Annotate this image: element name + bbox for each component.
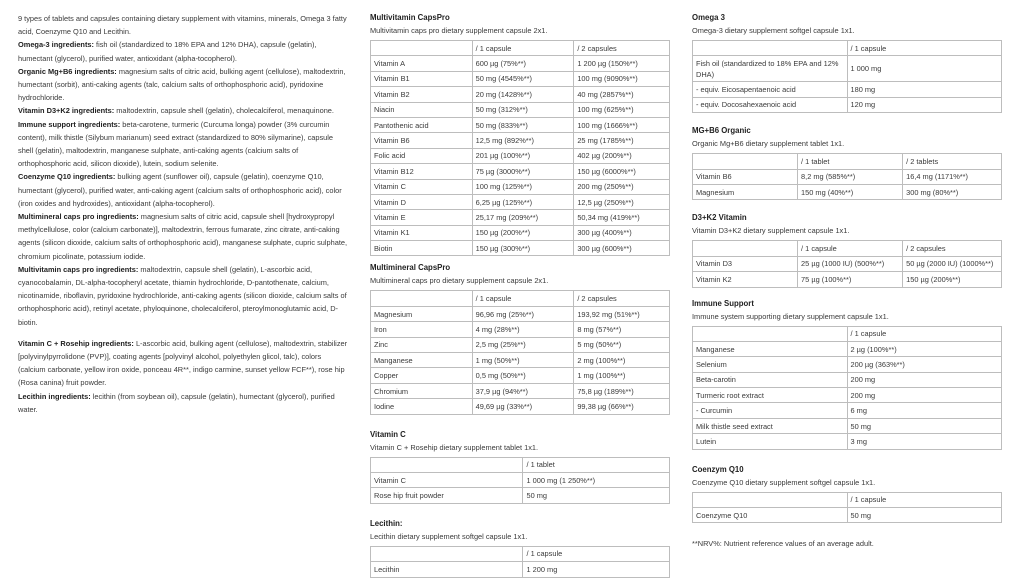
nutrient-value-cell: 25 mg (1785%**) xyxy=(574,133,670,148)
lecithin-title: Lecithin: xyxy=(370,518,403,528)
vitaminc-table xyxy=(370,457,670,504)
table-header-cell xyxy=(693,241,798,256)
nutrient-value-cell: 50 mg (4545%**) xyxy=(472,71,574,86)
nutrient-name-cell: Manganese xyxy=(693,341,848,356)
nutrient-value-cell: 200 mg xyxy=(847,388,1002,403)
nutrient-value-cell: 1 000 mg xyxy=(847,56,1002,82)
mgb6-subtitle: Organic Mg+B6 dietary supplement tablet 1x1. xyxy=(692,139,845,149)
nutrient-value-cell: 200 mg xyxy=(847,372,1002,387)
table-header-row xyxy=(371,457,670,472)
q10-title: Coenzym Q10 xyxy=(692,464,744,474)
q10-table xyxy=(692,492,1002,524)
table-header-cell: / 1 tablet xyxy=(523,457,670,472)
multivitamin-title: Multivitamin CapsPro xyxy=(370,13,450,22)
nutrient-value-cell: 4 mg (28%**) xyxy=(472,322,574,337)
nutrient-name-cell: Vitamin C xyxy=(371,179,473,194)
table-header-row xyxy=(693,154,1002,169)
nutrient-name-cell: - equiv. Eicosapentaenoic acid xyxy=(693,82,848,97)
nutrient-name-cell: Niacin xyxy=(371,102,473,117)
nutrient-value-cell: 193,92 mg (51%**) xyxy=(574,306,670,321)
table-row xyxy=(371,472,670,487)
nutrient-name-cell: Vitamin B2 xyxy=(371,87,473,102)
table-row xyxy=(693,372,1002,387)
table-header-row xyxy=(693,41,1002,56)
nutrient-name-cell: Folic acid xyxy=(371,148,473,163)
nutrient-value-cell: 50 mg xyxy=(847,508,1002,523)
multimineral-section xyxy=(370,262,670,414)
table-row xyxy=(371,87,670,102)
nutrient-value-cell: 5 mg (50%**) xyxy=(574,337,670,352)
nutrient-name-cell: Manganese xyxy=(371,353,473,368)
immune-table xyxy=(692,326,1002,450)
nutrient-value-cell: 20 mg (1428%**) xyxy=(472,87,574,102)
nutrient-name-cell: Vitamin K2 xyxy=(693,272,798,287)
nrv-footnote: **NRV%: Nutrient reference values of an average adult. xyxy=(692,539,874,549)
nutrient-value-cell: 150 µg (200%**) xyxy=(903,272,1002,287)
mgb6-ingredients: Organic Mg+B6 ingredients: magnesium salts of citric acid, bulking agent (cellulose), maltodextrin, humectant (sorbit), anti-caking agents (talc, calcium salts of orthophosphoric acid), pyridoxine hydrochloride. xyxy=(18,66,346,103)
table-row xyxy=(371,194,670,209)
table-row xyxy=(693,82,1002,97)
d3k2-table xyxy=(692,240,1002,287)
table-header-cell xyxy=(371,546,523,561)
d3k2-section xyxy=(692,212,1002,287)
omega3-section xyxy=(692,12,1002,113)
omega3-subtitle: Omega-3 dietary supplement softgel capsule 1x1. xyxy=(692,26,855,35)
nutrient-name-cell: Vitamin E xyxy=(371,210,473,225)
nutrient-value-cell: 200 mg (250%**) xyxy=(574,179,670,194)
mgb6-section xyxy=(692,125,1002,200)
table-row xyxy=(371,164,670,179)
nutrient-value-cell: 99,38 µg (66%**) xyxy=(574,399,670,414)
nutrient-value-cell: 49,69 µg (33%**) xyxy=(472,399,574,414)
table-row xyxy=(371,322,670,337)
mgb6-title: MG+B6 Organic xyxy=(692,126,751,136)
nutrient-value-cell: 150 µg (200%**) xyxy=(472,225,574,240)
table-row xyxy=(693,403,1002,418)
mgb6-table xyxy=(692,153,1002,200)
nutrient-name-cell: Vitamin B6 xyxy=(371,133,473,148)
nutrient-value-cell: 6 mg xyxy=(847,403,1002,418)
nutrient-value-cell: 0,5 mg (50%**) xyxy=(472,368,574,383)
nutrient-value-cell: 50 mg xyxy=(523,488,670,503)
nutrient-value-cell: 12,5 µg (250%**) xyxy=(574,194,670,209)
nutrient-name-cell: Iodine xyxy=(371,399,473,414)
table-header-cell: / 1 capsule xyxy=(523,546,670,561)
nutrient-value-cell: 8 mg (57%**) xyxy=(574,322,670,337)
nutrient-name-cell: Milk thistle seed extract xyxy=(693,418,848,433)
multimineral-table xyxy=(370,290,670,414)
table-header-cell: / 1 capsule xyxy=(472,291,574,306)
nutrient-name-cell: Vitamin D3 xyxy=(693,256,798,271)
nutrient-value-cell: 25 µg (1000 IU) (500%**) xyxy=(798,256,903,271)
nutrient-value-cell: 75 µg (3000%**) xyxy=(472,164,574,179)
table-row xyxy=(371,179,670,194)
table-header-cell xyxy=(371,291,473,306)
nutrient-name-cell: Biotin xyxy=(371,241,473,256)
nutrient-value-cell: 40 mg (2857%**) xyxy=(574,87,670,102)
nutrient-name-cell: Pantothenic acid xyxy=(371,117,473,132)
nutrient-value-cell: 1 000 mg (1 250%**) xyxy=(523,472,670,487)
nutrient-value-cell: 1 200 mg xyxy=(523,562,670,577)
nutrient-value-cell: 50 mg (312%**) xyxy=(472,102,574,117)
nutrient-value-cell: 50 mg xyxy=(847,418,1002,433)
nutrient-name-cell: Vitamin A xyxy=(371,56,473,71)
nutrient-name-cell: Rose hip fruit powder xyxy=(371,488,523,503)
lecithin-section xyxy=(370,518,670,578)
table-row xyxy=(371,71,670,86)
table-header-cell: / 1 capsule xyxy=(847,326,1002,341)
table-row xyxy=(371,488,670,503)
table-row xyxy=(371,117,670,132)
table-row xyxy=(371,353,670,368)
nutrient-value-cell: 120 mg xyxy=(847,97,1002,112)
nutrient-value-cell: 100 mg (1666%**) xyxy=(574,117,670,132)
table-header-cell: / 2 capsules xyxy=(903,241,1002,256)
table-row xyxy=(693,56,1002,82)
nutrient-name-cell: - equiv. Docosahexaenoic acid xyxy=(693,97,848,112)
table-row xyxy=(371,225,670,240)
table-header-cell: / 1 capsule xyxy=(847,492,1002,507)
nutrient-name-cell: Vitamin B6 xyxy=(693,169,798,184)
lecithin-ingredients: Lecithin ingredients: lecithin (from soybean oil), capsule (gelatin), humectant (glycerol), purified water. xyxy=(18,391,335,414)
multivitamin-section xyxy=(370,12,670,256)
table-row xyxy=(371,133,670,148)
lecithin-table xyxy=(370,546,670,578)
nutrient-value-cell: 100 mg (625%**) xyxy=(574,102,670,117)
multivitamin-ingredients: Multivitamin caps pro ingredients: maltodextrin, capsule shell (gelatin), L-ascorbic acid, cyanocobalamin, DL-alpha-tocopheryl acetate, thiamin hydrochloride, D-pantothenate, calcium, nicotinamide, riboflavin, pyridoxine hydrochloride, anti-caking agents (silicon dioxide, calcium salts of orthophosphoric acid), retinyl acetate, phyloquinone, cholecalciferol, pteroylmonoglutamic acid, D-biotin. xyxy=(18,264,347,327)
nutrient-name-cell: Zinc xyxy=(371,337,473,352)
nutrient-value-cell: 200 µg (363%**) xyxy=(847,357,1002,372)
nutrient-name-cell: Fish oil (standardized to 18% EPA and 12% DHA) xyxy=(693,56,848,82)
nutrient-value-cell: 50,34 mg (419%**) xyxy=(574,210,670,225)
tables-column-middle xyxy=(370,12,670,578)
table-header-cell: / 1 tablet xyxy=(798,154,903,169)
nutrient-name-cell: Coenzyme Q10 xyxy=(693,508,848,523)
table-row xyxy=(693,97,1002,112)
table-row xyxy=(371,148,670,163)
nutrient-name-cell: Chromium xyxy=(371,383,473,398)
nutrient-value-cell: 150 µg (300%**) xyxy=(472,241,574,256)
nutrient-value-cell: 16,4 mg (1171%**) xyxy=(903,169,1002,184)
nutrient-name-cell: Beta-carotin xyxy=(693,372,848,387)
nutrient-value-cell: 75 µg (100%**) xyxy=(798,272,903,287)
table-header-cell: / 2 tablets xyxy=(903,154,1002,169)
table-header-row xyxy=(371,41,670,56)
immune-subtitle: Immune system supporting dietary supplement capsule 1x1. xyxy=(692,311,889,321)
omega3-title: Omega 3 xyxy=(692,13,725,22)
table-header-row xyxy=(371,546,670,561)
nutrient-value-cell: 300 µg (400%**) xyxy=(574,225,670,240)
nutrient-value-cell: 37,9 µg (94%**) xyxy=(472,383,574,398)
ingredients-column xyxy=(18,12,350,416)
nutrient-name-cell: Iron xyxy=(371,322,473,337)
table-row xyxy=(371,562,670,577)
table-row xyxy=(371,241,670,256)
nutrient-value-cell: 402 µg (200%**) xyxy=(574,148,670,163)
table-header-cell: / 1 capsule xyxy=(847,41,1002,56)
table-row xyxy=(693,357,1002,372)
nutrient-value-cell: 25,17 mg (209%**) xyxy=(472,210,574,225)
nutrient-name-cell: Vitamin B1 xyxy=(371,71,473,86)
nutrient-name-cell: Vitamin C xyxy=(371,472,523,487)
table-row xyxy=(371,102,670,117)
table-row xyxy=(693,508,1002,523)
table-row xyxy=(693,388,1002,403)
table-header-row xyxy=(693,241,1002,256)
table-row xyxy=(371,368,670,383)
omega3-ingredients: Omega-3 ingredients: fish oil (standardized to 18% EPA and 12% DHA), capsule (gelatin), humectant (glycerol), purified water, antioxidant (alpha-tocopherol). xyxy=(18,40,317,63)
table-row xyxy=(693,256,1002,271)
nutrient-value-cell: 6,25 µg (125%**) xyxy=(472,194,574,209)
vitaminc-title: Vitamin C xyxy=(370,429,406,439)
immune-ingredients: Immune support ingredients: beta-carotene, turmeric (Curcuma longa) powder (3% curcumin content), milk thistle (Silybum marianum) seed extract (standardized to 80% silymarine), capsule shell (gelatin), maltodextrin, manganese sulphate, anti-caking agents (calcium salts of orthophosphoric acid, silicon dioxide), lutein, sodium selenite. xyxy=(18,119,334,169)
nutrient-value-cell: 12,5 mg (892%**) xyxy=(472,133,574,148)
table-header-cell: / 2 capsules xyxy=(574,291,670,306)
nutrient-value-cell: 2,5 mg (25%**) xyxy=(472,337,574,352)
immune-title: Immune Support xyxy=(692,298,754,308)
table-row xyxy=(371,383,670,398)
tables-column-right xyxy=(692,12,1002,551)
table-header-cell xyxy=(371,457,523,472)
multivitamin-subtitle: Multivitamin caps pro dietary supplement capsule 2x1. xyxy=(370,26,548,35)
nutrient-value-cell: 8,2 mg (585%**) xyxy=(798,169,903,184)
nutrient-value-cell: 300 mg (80%**) xyxy=(903,184,1002,199)
d3k2-title: D3+K2 Vitamin xyxy=(692,213,747,223)
nutrient-name-cell: Vitamin D xyxy=(371,194,473,209)
table-header-cell xyxy=(371,41,473,56)
q10-ingredients: Coenzyme Q10 ingredients: bulking agent (sunflower oil), capsule (gelatin), coenzyme Q10, humectant (glycerol), purified water, anti-caking agent (calcium salts of orthophosphoric acid), color (iron oxides and hydroxides), antioxidant (alpha-tocopherol). xyxy=(18,172,342,208)
nutrient-value-cell: 600 µg (75%**) xyxy=(472,56,574,71)
nutrient-value-cell: 3 mg xyxy=(847,434,1002,449)
lecithin-subtitle: Lecithin dietary supplement softgel capsule 1x1. xyxy=(370,531,528,541)
nutrient-name-cell: Lecithin xyxy=(371,562,523,577)
intro-paragraph: 9 types of tablets and capsules containing dietary supplement with vitamins, minerals, Omega 3 fatty acid, Coenzyme Q10 and Lecithin. xyxy=(18,14,347,37)
nutrient-value-cell: 150 mg (40%**) xyxy=(798,184,903,199)
table-header-cell: / 1 capsule xyxy=(472,41,574,56)
nutrient-name-cell: Selenium xyxy=(693,357,848,372)
multimineral-subtitle: Multimineral caps pro dietary supplement capsule 2x1. xyxy=(370,276,549,286)
nutrient-name-cell: Copper xyxy=(371,368,473,383)
nutrient-name-cell: - Curcumin xyxy=(693,403,848,418)
nutrient-value-cell: 50 mg (833%**) xyxy=(472,117,574,132)
table-header-cell xyxy=(693,41,848,56)
table-header-cell: / 1 capsule xyxy=(798,241,903,256)
vitaminc-ingredients: Vitamin C + Rosehip ingredients: L-ascorbic acid, bulking agent (cellulose), maltodextrin, stabilizer [polyvinylpyrrolidone (PVP)], coating agents [polyvinyl alcohol, polyethylen glicol, talc), colors (calcium carbonate, yellow iron oxide, ponceau 4R**, indigo carmine, sunset yellow FCF**), rose hip (Rosa canina) fruit powder. xyxy=(18,338,348,388)
nutrient-name-cell: Vitamin K1 xyxy=(371,225,473,240)
table-row xyxy=(693,169,1002,184)
d3k2-subtitle: Vitamin D3+K2 dietary supplement capsule 1x1. xyxy=(692,226,850,236)
table-header-cell xyxy=(693,492,848,507)
nutrient-value-cell: 50 µg (2000 IU) (1000%**) xyxy=(903,256,1002,271)
table-row xyxy=(693,341,1002,356)
table-row xyxy=(371,56,670,71)
table-row xyxy=(371,337,670,352)
vitaminc-section xyxy=(370,429,670,504)
q10-section xyxy=(692,464,1002,524)
nutrient-value-cell: 100 mg (9090%**) xyxy=(574,71,670,86)
multivitamin-table xyxy=(370,40,670,256)
nutrient-value-cell: 150 µg (6000%**) xyxy=(574,164,670,179)
nutrient-value-cell: 180 mg xyxy=(847,82,1002,97)
nutrient-value-cell: 300 µg (600%**) xyxy=(574,241,670,256)
immune-section xyxy=(692,298,1002,450)
nutrient-value-cell: 1 mg (50%**) xyxy=(472,353,574,368)
table-header-cell xyxy=(693,326,848,341)
nutrient-value-cell: 1 200 µg (150%**) xyxy=(574,56,670,71)
nutrient-value-cell: 1 mg (100%**) xyxy=(574,368,670,383)
table-row xyxy=(371,399,670,414)
nutrient-value-cell: 100 mg (125%**) xyxy=(472,179,574,194)
nutrient-value-cell: 2 µg (100%**) xyxy=(847,341,1002,356)
table-header-row xyxy=(693,326,1002,341)
multimineral-ingredients: Multimineral caps pro ingredients: magnesium salts of citric acid, capsule shell [hydroxypropyl methylcellulose, color (calcium carbonate)], maltodextrin, ferrous fumarate, zinc citrate, anti-caking agents (silicon dioxide, calcium salts of orthophosphoric acid), manganese sulphate, cupric sulphate, chromium picolinate, potassium iodide. xyxy=(18,212,348,261)
table-row xyxy=(693,272,1002,287)
multimineral-title: Multimineral CapsPro xyxy=(370,263,451,273)
nutrient-name-cell: Magnesium xyxy=(693,184,798,199)
nutrient-name-cell: Lutein xyxy=(693,434,848,449)
vitaminc-subtitle: Vitamin C + Rosehip dietary supplement tablet 1x1. xyxy=(370,442,539,452)
nutrient-name-cell: Turmeric root extract xyxy=(693,388,848,403)
table-header-cell: / 2 capsules xyxy=(574,41,670,56)
nutrient-value-cell: 201 µg (100%**) xyxy=(472,148,574,163)
table-header-row xyxy=(693,492,1002,507)
table-row xyxy=(371,306,670,321)
omega3-table xyxy=(692,40,1002,113)
nutrient-name-cell: Vitamin B12 xyxy=(371,164,473,179)
d3k2-ingredients: Vitamin D3+K2 ingredients: maltodextrin, capsule shell (gelatin), cholecalciferol, menaquinone. xyxy=(18,106,334,116)
table-row xyxy=(693,184,1002,199)
table-header-row xyxy=(371,291,670,306)
table-row xyxy=(693,434,1002,449)
nutrient-value-cell: 96,96 mg (25%**) xyxy=(472,306,574,321)
table-header-cell xyxy=(693,154,798,169)
nutrient-value-cell: 75,8 µg (189%**) xyxy=(574,383,670,398)
nutrient-name-cell: Magnesium xyxy=(371,306,473,321)
table-row xyxy=(371,210,670,225)
nutrient-value-cell: 2 mg (100%**) xyxy=(574,353,670,368)
table-row xyxy=(693,418,1002,433)
q10-subtitle: Coenzyme Q10 dietary supplement softgel capsule 1x1. xyxy=(692,477,876,487)
